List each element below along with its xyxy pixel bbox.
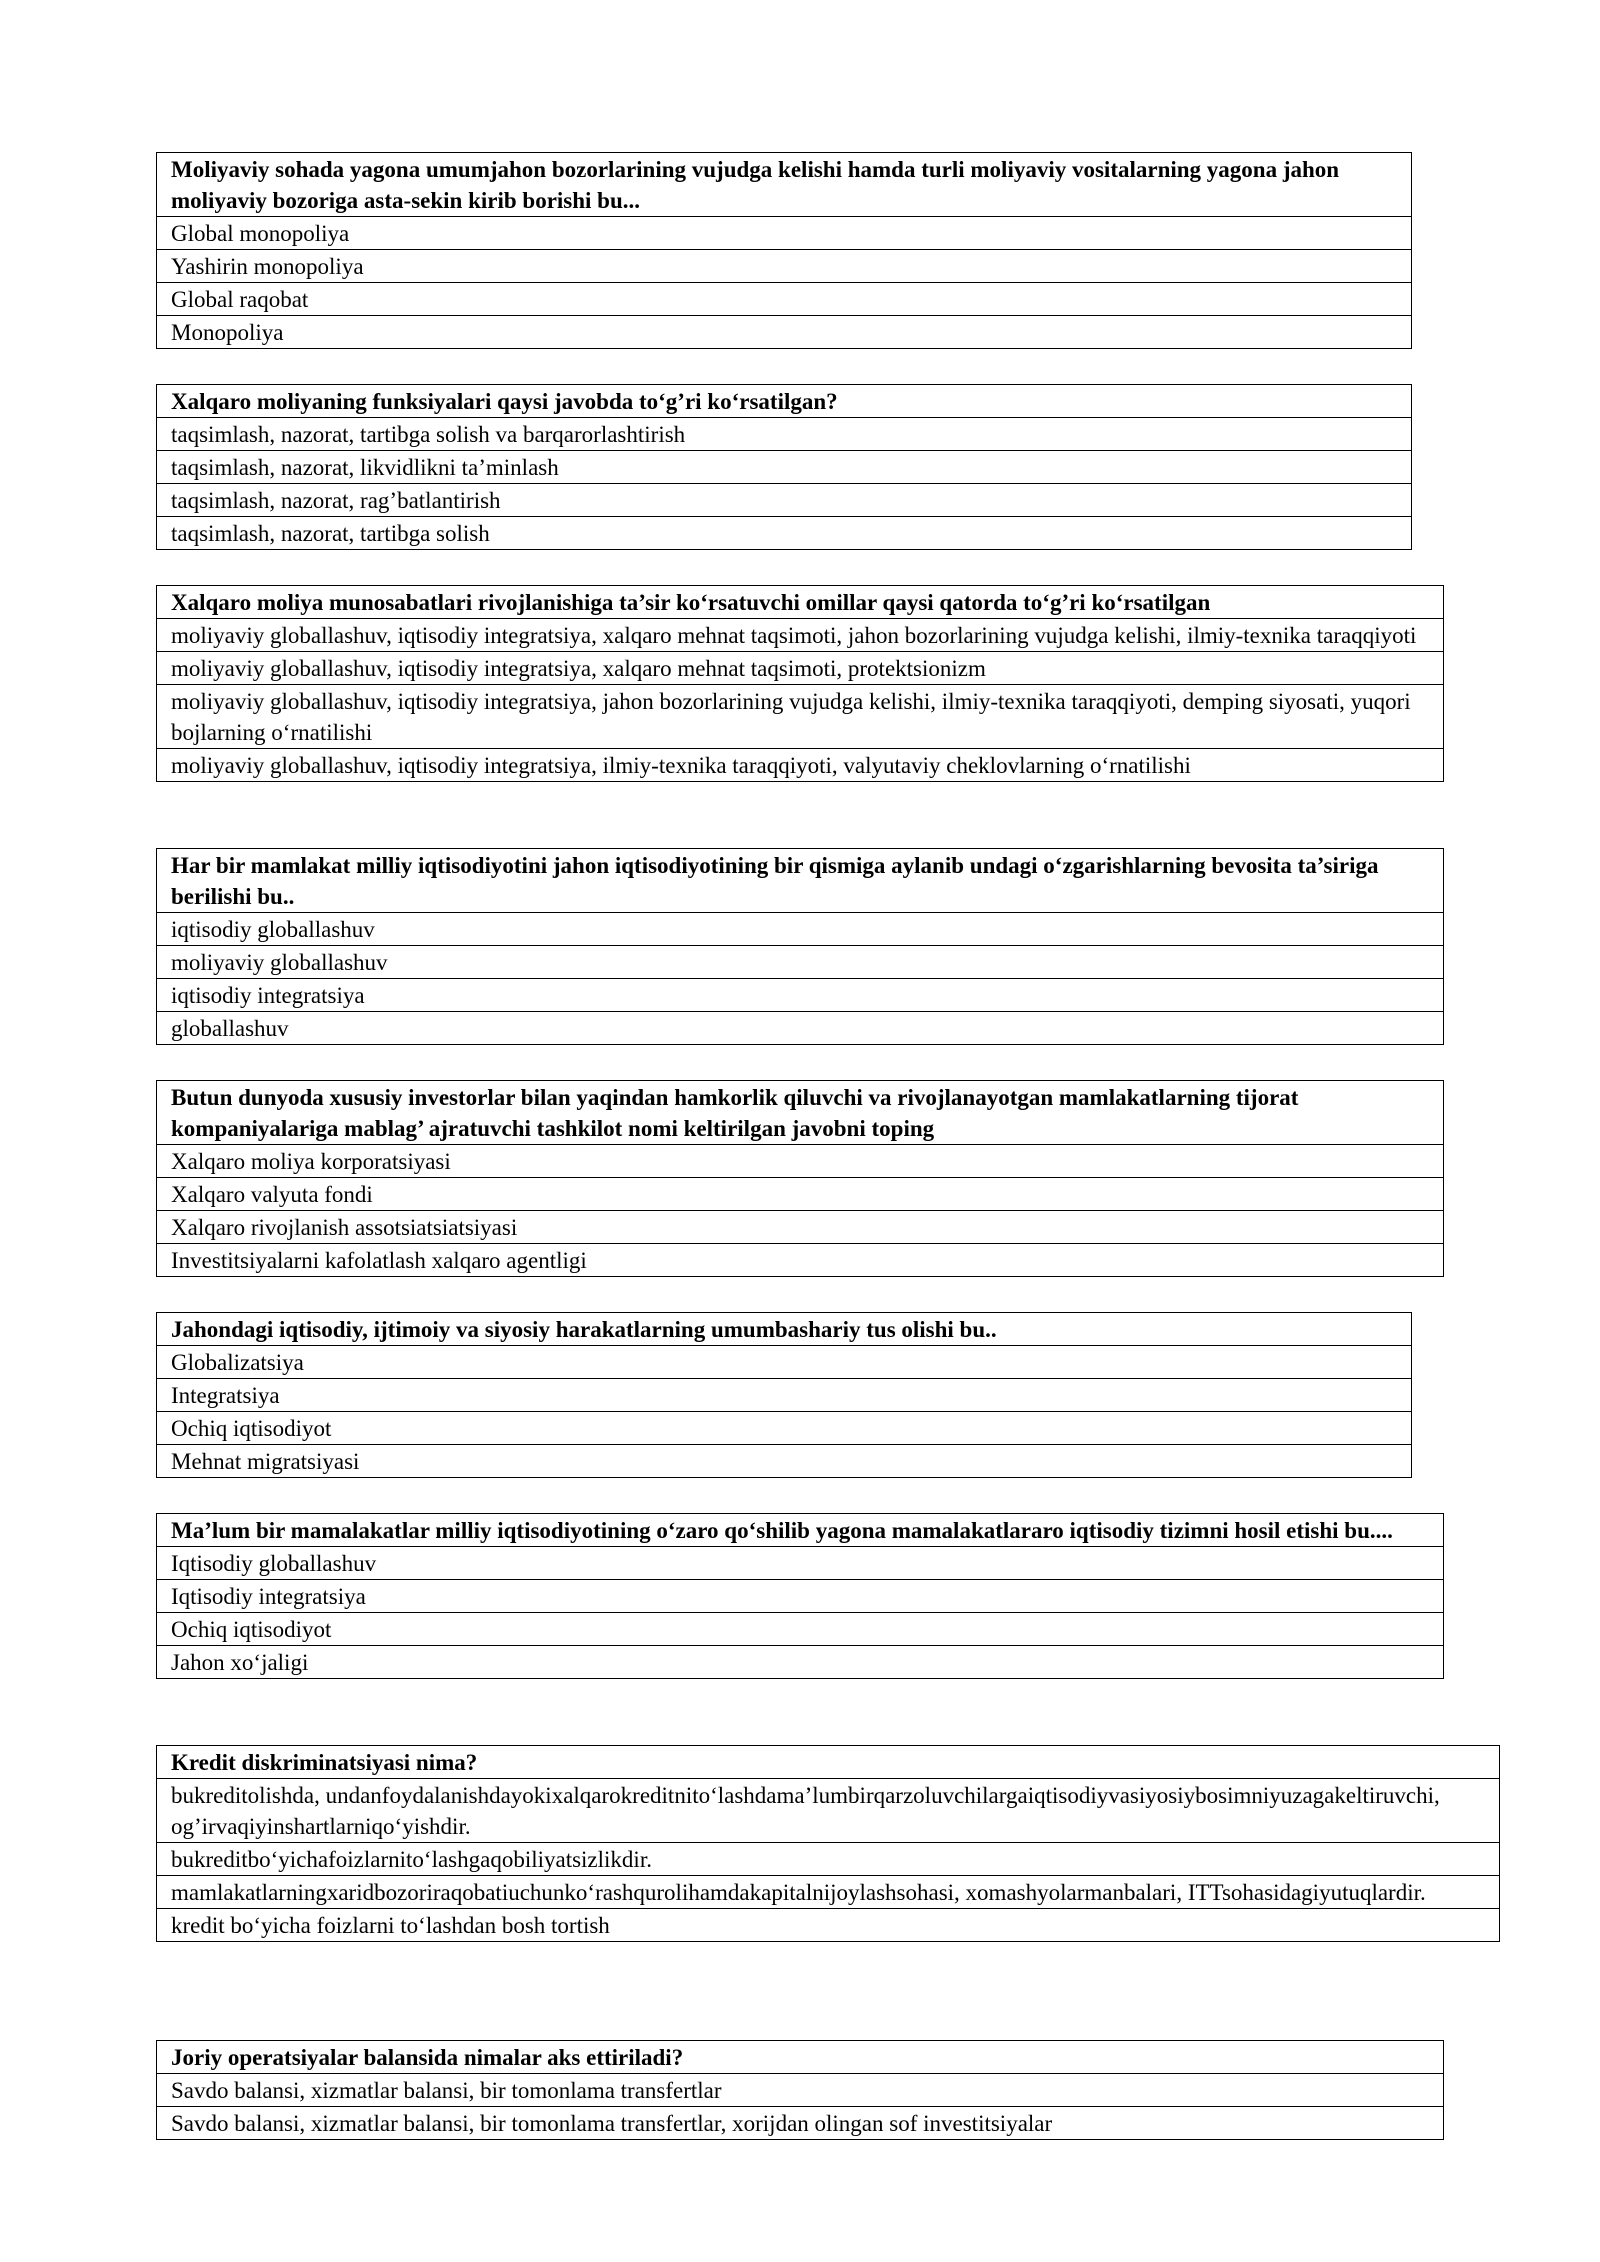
answer-option[interactable]: Monopoliya (157, 316, 1412, 349)
answer-option[interactable]: kredit bo‘yicha foizlarni to‘lashdan bosh tortish (157, 1909, 1500, 1942)
answer-option[interactable]: Global raqobat (157, 283, 1412, 316)
answer-option[interactable]: Integratsiya (157, 1379, 1412, 1412)
answer-option[interactable]: taqsimlash, nazorat, tartibga solish (157, 517, 1412, 550)
question-text: Har bir mamlakat milliy iqtisodiyotini jahon iqtisodiyotining bir qismiga aylanib undagi o‘zgarishlarning bevosita ta’siriga berilishi bu.. (157, 849, 1444, 913)
question-block-9 (156, 2040, 1444, 2140)
answer-option[interactable]: moliyaviy globallashuv, iqtisodiy integratsiya, xalqaro mehnat taqsimoti, jahon bozorlarining vujudga kelishi, ilmiy-texnika taraqqiyoti (157, 619, 1444, 652)
answer-option[interactable]: Jahon xo‘jaligi (157, 1646, 1444, 1679)
answer-option[interactable]: Iqtisodiy integratsiya (157, 1580, 1444, 1613)
question-block-6 (156, 1312, 1412, 1478)
answer-option[interactable]: bukreditolishda, undanfoydalanishdayokixalqarokreditnito‘lashdama’lumbirqarzoluvchilargaiqtisodiyvasiyosiybosimniyuzagakeltiruvchi, og’irvaqiyinshartlarniqo‘yishdir. (157, 1779, 1500, 1843)
question-text: Butun dunyoda xususiy investorlar bilan yaqindan hamkorlik qiluvchi va rivojlanayotgan mamlakatlarning tijorat kompaniyalariga mablag’ ajratuvchi tashkilot nomi keltirilgan javobni toping (157, 1081, 1444, 1145)
answer-option[interactable]: mamlakatlarningxaridbozoriraqobatiuchunko‘rashqurolihamdakapitalnijoylashsohasi, xomashyolarmanbalari, ITTsohasidagiyutuqlardir. (157, 1876, 1500, 1909)
question-block-5 (156, 1080, 1444, 1277)
answer-option[interactable]: taqsimlash, nazorat, rag’batlantirish (157, 484, 1412, 517)
answer-option[interactable]: Mehnat migratsiyasi (157, 1445, 1412, 1478)
answer-option[interactable]: Xalqaro moliya korporatsiyasi (157, 1145, 1444, 1178)
answer-option[interactable]: Xalqaro valyuta fondi (157, 1178, 1444, 1211)
answer-option[interactable]: moliyaviy globallashuv, iqtisodiy integratsiya, jahon bozorlarining vujudga kelishi, ilmiy-texnika taraqqiyoti, demping siyosati, yuqori bojlarning o‘rnatilishi (157, 685, 1444, 749)
answer-option[interactable]: iqtisodiy integratsiya (157, 979, 1444, 1012)
answer-option[interactable]: moliyaviy globallashuv, iqtisodiy integratsiya, ilmiy-texnika taraqqiyoti, valyutaviy cheklovlarning o‘rnatilishi (157, 749, 1444, 782)
answer-option[interactable]: Xalqaro rivojlanish assotsiatsiatsiyasi (157, 1211, 1444, 1244)
question-text: Xalqaro moliyaning funksiyalari qaysi javobda to‘g’ri ko‘rsatilgan? (157, 385, 1412, 418)
question-text: Jahondagi iqtisodiy, ijtimoiy va siyosiy harakatlarning umumbashariy tus olishi bu.. (157, 1313, 1412, 1346)
answer-option[interactable]: moliyaviy globallashuv, iqtisodiy integratsiya, xalqaro mehnat taqsimoti, protektsionizm (157, 652, 1444, 685)
answer-option[interactable]: Global monopoliya (157, 217, 1412, 250)
question-block-8 (156, 1745, 1500, 1942)
answer-option[interactable]: Savdo balansi, xizmatlar balansi, bir tomonlama transfertlar, xorijdan olingan sof investitsiyalar (157, 2107, 1444, 2140)
answer-option[interactable]: taqsimlash, nazorat, likvidlikni ta’minlash (157, 451, 1412, 484)
question-text: Xalqaro moliya munosabatlari rivojlanishiga ta’sir ko‘rsatuvchi omillar qaysi qatorda to‘g’ri ko‘rsatilgan (157, 586, 1444, 619)
answer-option[interactable]: moliyaviy globallashuv (157, 946, 1444, 979)
answer-option[interactable]: Ochiq iqtisodiyot (157, 1613, 1444, 1646)
answer-option[interactable]: iqtisodiy globallashuv (157, 913, 1444, 946)
answer-option[interactable]: Investitsiyalarni kafolatlash xalqaro agentligi (157, 1244, 1444, 1277)
answer-option[interactable]: bukreditbo‘yichafoizlarnito‘lashgaqobiliyatsizlikdir. (157, 1843, 1500, 1876)
answer-option[interactable]: globallashuv (157, 1012, 1444, 1045)
answer-option[interactable]: taqsimlash, nazorat, tartibga solish va barqarorlashtirish (157, 418, 1412, 451)
answer-option[interactable]: Iqtisodiy globallashuv (157, 1547, 1444, 1580)
question-text: Ma’lum bir mamalakatlar milliy iqtisodiyotining o‘zaro qo‘shilib yagona mamalakatlararo iqtisodiy tizimni hosil etishi bu.... (157, 1514, 1444, 1547)
answer-option[interactable]: Savdo balansi, xizmatlar balansi, bir tomonlama transfertlar (157, 2074, 1444, 2107)
question-block-7 (156, 1513, 1444, 1679)
question-block-3 (156, 585, 1444, 782)
answer-option[interactable]: Yashirin monopoliya (157, 250, 1412, 283)
question-text: Joriy operatsiyalar balansida nimalar aks ettiriladi? (157, 2041, 1444, 2074)
answer-option[interactable]: Globalizatsiya (157, 1346, 1412, 1379)
answer-option[interactable]: Ochiq iqtisodiyot (157, 1412, 1412, 1445)
question-block-4 (156, 848, 1444, 1045)
question-text: Kredit diskriminatsiyasi nima? (157, 1746, 1500, 1779)
question-block-1 (156, 152, 1412, 349)
question-block-2 (156, 384, 1412, 550)
question-text: Moliyaviy sohada yagona umumjahon bozorlarining vujudga kelishi hamda turli moliyaviy vositalarning yagona jahon moliyaviy bozoriga asta-sekin kirib borishi bu... (157, 153, 1412, 217)
